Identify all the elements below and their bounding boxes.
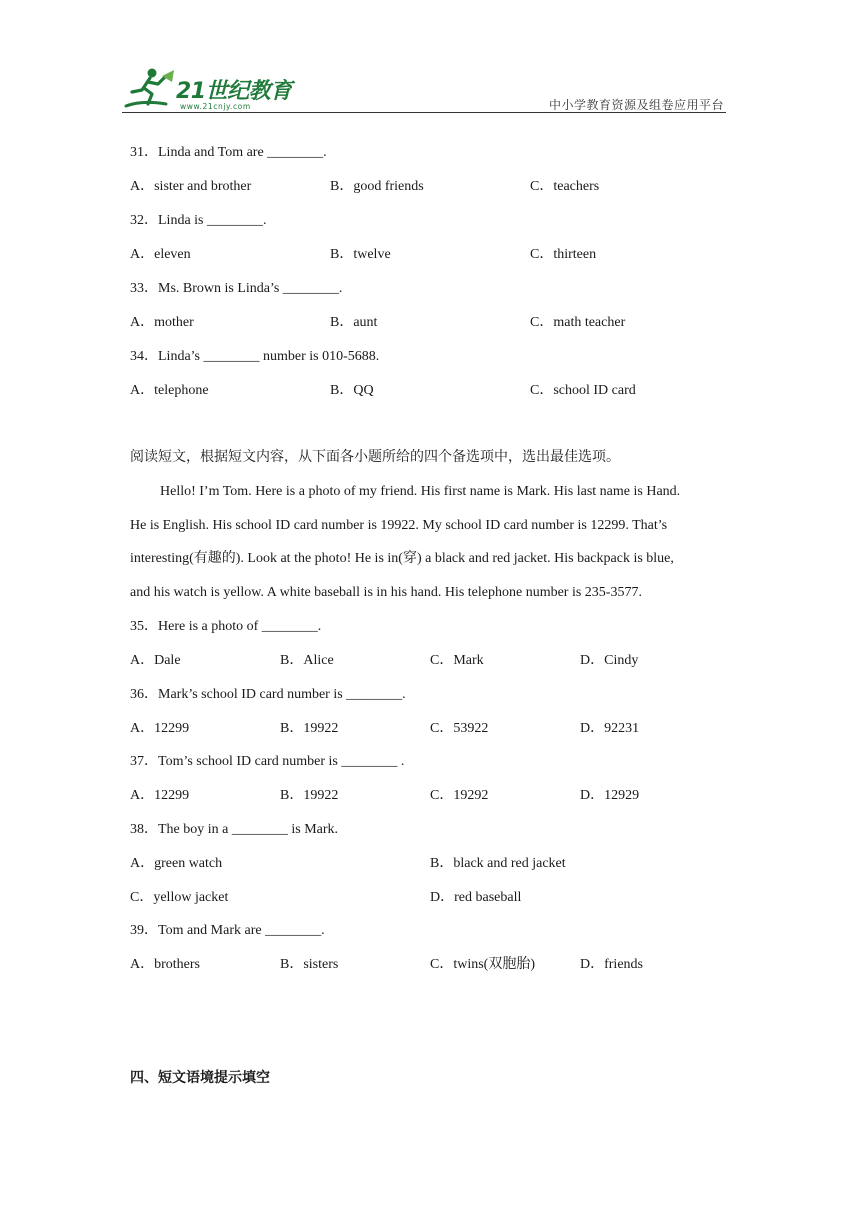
option-34c: C．school ID card [530, 383, 636, 398]
question-38: 38．The boy in a ________ is Mark. [130, 822, 339, 837]
option-35b: B．Alice [280, 653, 334, 668]
option-36d: D．92231 [580, 721, 640, 736]
question-39: 39．Tom and Mark are ________. [130, 923, 325, 938]
logo-url: www.21cnjy.com [180, 102, 251, 111]
option-32c: C．thirteen [530, 247, 597, 262]
option-31b: B．good friends [330, 179, 424, 194]
question-33: 33．Ms. Brown is Linda’s ________. [130, 281, 343, 296]
passage-line: He is English. His school ID card number is 19922. My school ID card number is 12299. That’s [130, 518, 668, 533]
option-33c: C．math teacher [530, 315, 626, 330]
option-33b: B．aunt [330, 315, 378, 330]
option-35c: C．Mark [430, 653, 484, 668]
header-divider [122, 112, 726, 113]
option-38a: A．green watch [130, 856, 223, 871]
option-37a: A．12299 [130, 788, 190, 803]
option-36c: C．53922 [430, 721, 489, 736]
passage-line: Hello! I’m Tom. Here is a photo of my friend. His first name is Mark. His last name is Hand. [160, 484, 681, 499]
option-32b: B．twelve [330, 247, 391, 262]
option-39b: B．sisters [280, 957, 339, 972]
runner-logo-icon [122, 66, 178, 112]
page-header [122, 64, 726, 116]
option-39d: D．friends [580, 957, 643, 972]
question-37: 37．Tom’s school ID card number is ________ . [130, 754, 405, 769]
option-36a: A．12299 [130, 721, 190, 736]
option-38c: C．yellow jacket [130, 890, 229, 905]
option-37d: D．12929 [580, 788, 640, 803]
option-31c: C．teachers [530, 179, 600, 194]
question-32: 32．Linda is ________. [130, 213, 267, 228]
option-34a: A．telephone [130, 383, 209, 398]
question-36: 36．Mark’s school ID card number is ________. [130, 687, 406, 702]
section-title: 四、短文语境提示填空 [130, 1070, 270, 1086]
logo [122, 64, 302, 114]
option-39a: A．brothers [130, 957, 200, 972]
option-33a: A．mother [130, 315, 194, 330]
option-37b: B．19922 [280, 788, 339, 803]
option-35a: A．Dale [130, 653, 181, 668]
question-31: 31．Linda and Tom are ________. [130, 145, 327, 160]
question-35: 35．Here is a photo of ________. [130, 619, 322, 634]
option-36b: B．19922 [280, 721, 339, 736]
option-35d: D．Cindy [580, 653, 639, 668]
option-38d: D．red baseball [430, 890, 522, 905]
option-37c: C．19292 [430, 788, 489, 803]
logo-text: 21世纪教育 [176, 79, 292, 104]
passage-line: and his watch is yellow. A white baseball is in his hand. His telephone number is 235-3577. [130, 585, 642, 600]
option-32a: A．eleven [130, 247, 191, 262]
option-38b: B．black and red jacket [430, 856, 566, 871]
option-34b: B．QQ [330, 383, 374, 398]
option-31a: A．sister and brother [130, 179, 252, 194]
option-39c: C．twins(双胞胎) [430, 957, 535, 972]
reading-instruction: 阅读短文，根据短文内容，从下面各小题所给的四个备选项中，选出最佳选项。 [130, 450, 620, 465]
site-name: 中小学教育资源及组卷应用平台 [548, 98, 724, 112]
passage-line: interesting(有趣的). Look at the photo! He is in(穿) a black and red jacket. His backpack is blue, [130, 551, 674, 566]
question-34: 34．Linda’s ________ number is 010-5688. [130, 349, 380, 364]
